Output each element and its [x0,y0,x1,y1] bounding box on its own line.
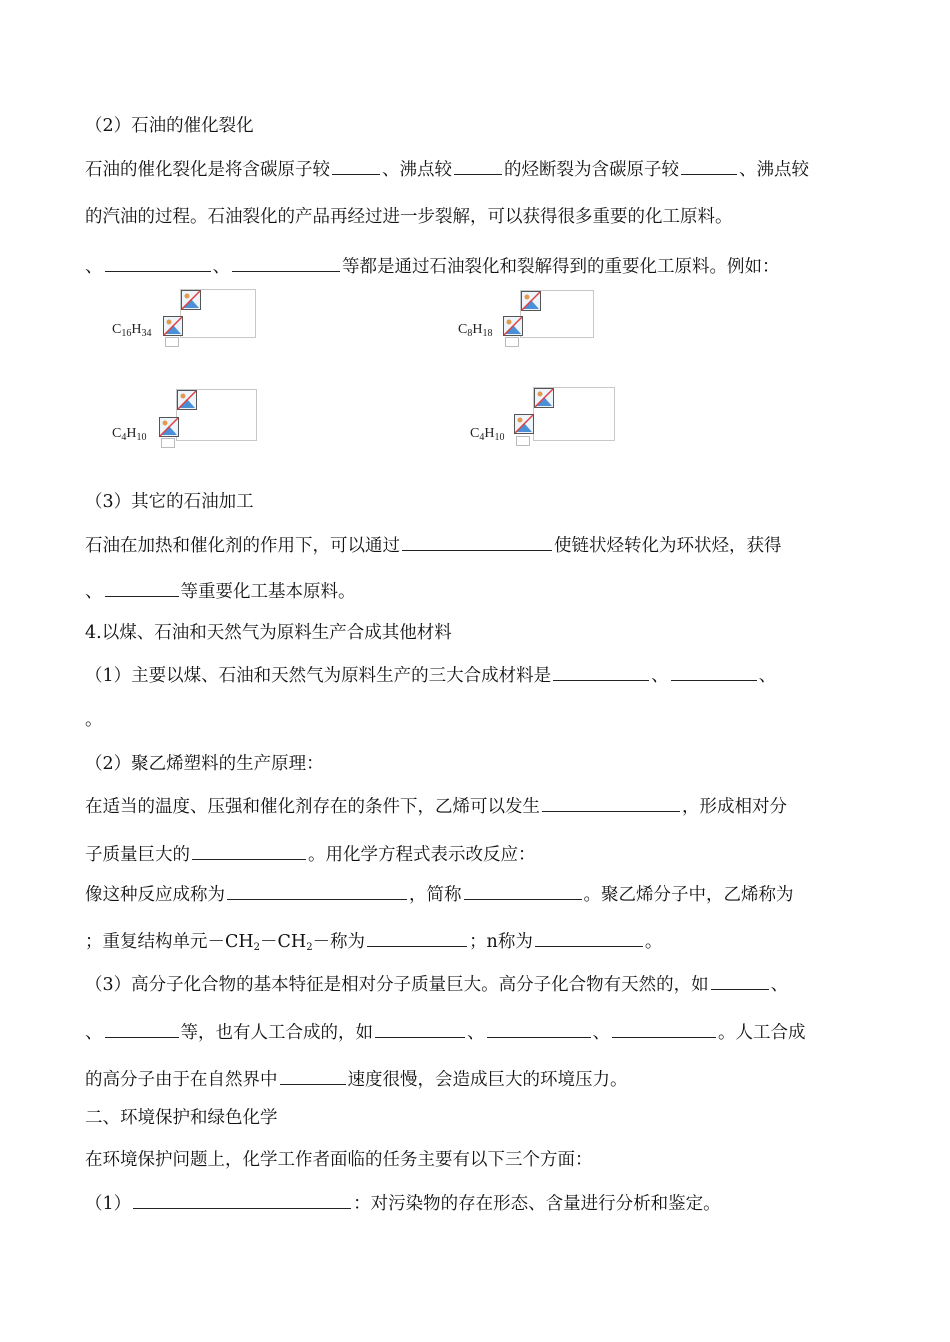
answer-blank[interactable] [227,881,407,900]
text: 的烃断裂为含碳原子较 [504,160,679,180]
text: ；n称为 [469,932,533,952]
formula-c4h10 [112,426,146,443]
paragraph-line: 。 [85,710,103,730]
text: 的高分子由于在自然界中 [85,1070,278,1090]
text: －CH [260,932,307,952]
answer-blank[interactable] [402,532,552,551]
text: 、沸点较 [382,160,452,180]
text: 。人工合成 [718,1023,806,1043]
formula-symbol: C [470,426,480,441]
text: 。聚乙烯分子中，乙烯称为 [583,885,794,905]
answer-blank[interactable] [280,1066,346,1085]
broken-image-icon [163,316,183,336]
text: 子质量巨大的 [85,845,190,865]
paragraph-line: 的汽油的过程。石油裂化的产品再经过进一步裂解，可以获得很多重要的化工原料。 [85,207,733,227]
text: 、 [85,582,103,602]
broken-image-icon [503,316,523,336]
text: ，简称 [409,885,462,905]
text: 、 [770,975,789,995]
paragraph-line [85,156,809,182]
text: 等，也有人工合成的，如 [180,1023,373,1043]
text: 等都是通过石油裂化和裂解得到的重要化工原料。例如： [342,257,780,277]
answer-blank[interactable] [133,1190,351,1209]
part-heading-environment: 二、环境保护和绿色化学 [85,1108,278,1128]
text: 使链状烃转化为环状烃，获得 [554,536,782,556]
formula-subscript: 4 [479,432,485,443]
paragraph-line [85,928,662,960]
section-heading-catalytic-cracking: （2）石油的催化裂化 [85,116,254,136]
formula-symbol: C [458,322,468,337]
text: 速度很慢，会造成巨大的环境压力。 [347,1070,628,1090]
text: ，形成相对分 [682,797,787,817]
text: 石油在加热和催化剂的作用下，可以通过 [85,536,400,556]
answer-blank[interactable] [454,156,502,175]
paragraph-line [85,881,794,907]
text: ；重复结构单元－CH [85,932,254,952]
answer-blank[interactable] [375,1019,465,1038]
image-placeholder [161,438,175,448]
paragraph-line [85,1066,628,1092]
image-placeholder [516,436,530,446]
broken-image-icon [177,390,197,410]
answer-blank[interactable] [612,1019,716,1038]
paragraph-line [85,971,788,997]
text: ：对污染物的存在形态、含量进行分析和鉴定。 [353,1194,721,1214]
formula-symbol: C [112,322,122,337]
subscript: 2 [253,942,261,953]
formula-symbol: C [112,426,122,441]
section-heading-other-processing: （3）其它的石油加工 [85,492,254,512]
text: 、沸点较 [739,160,809,180]
answer-blank[interactable] [332,156,380,175]
formula-c8h18 [458,322,492,339]
paragraph-line [85,1190,721,1216]
formula-c16h34 [112,322,151,339]
text: （1）主要以煤、石油和天然气为原料生产的三大合成材料是 [85,666,552,686]
broken-image-icon [159,417,179,437]
text: 、 [85,257,103,277]
answer-blank[interactable] [671,662,757,681]
text: 。用化学方程式表示改反应： [308,845,536,865]
text: 、 [467,1023,485,1043]
formula-symbol: H [472,322,483,337]
answer-blank[interactable] [105,253,211,272]
formula-subscript: 8 [467,328,473,339]
paragraph-line [85,662,776,688]
text: （1） [85,1194,132,1214]
answer-blank[interactable] [553,662,649,681]
text: 、 [758,666,777,686]
answer-blank[interactable] [367,928,467,947]
text: 在适当的温度、压强和催化剂存在的条件下，乙烯可以发生 [85,797,540,817]
subsection-heading: （2）聚乙烯塑料的生产原理： [85,754,324,774]
answer-blank[interactable] [711,971,769,990]
paragraph-line [85,253,780,279]
answer-blank[interactable] [542,793,680,812]
text: 、 [592,1023,610,1043]
text: 、 [212,257,230,277]
answer-blank[interactable] [487,1019,591,1038]
paragraph-line: 在环境保护问题上，化学工作者面临的任务主要有以下三个方面： [85,1150,593,1170]
text: －称为 [312,932,366,952]
answer-blank[interactable] [192,841,306,860]
answer-blank[interactable] [105,578,179,597]
formula-subscript: 18 [482,328,493,339]
subscript: 2 [306,942,313,953]
broken-image-icon [534,388,554,408]
text: （3）高分子化合物的基本特征是相对分子质量巨大。高分子化合物有天然的，如 [85,975,709,995]
formula-subscript: 10 [494,432,505,443]
section-heading-synthetic-materials: 4.以煤、石油和天然气为原料生产合成其他材料 [85,623,452,643]
paragraph-line [85,841,536,867]
formula-subscript: 4 [121,432,127,443]
text: 、 [85,1023,103,1043]
broken-image-icon [181,290,201,310]
paragraph-line [85,532,782,558]
broken-image-icon [514,414,534,434]
formula-subscript: 16 [121,328,132,339]
paragraph-line [85,1019,806,1045]
image-placeholder [505,337,519,347]
answer-blank[interactable] [464,881,582,900]
text: 石油的催化裂化是将含碳原子较 [85,160,330,180]
formula-subscript: 10 [136,432,147,443]
paragraph-line [85,578,356,604]
text: 等重要化工基本原料。 [180,582,356,602]
formula-symbol: H [131,322,142,337]
image-placeholder [165,337,179,347]
formula-c4h10 [470,426,504,443]
formula-subscript: 34 [141,328,152,339]
broken-image-icon [521,291,541,311]
text: 、 [651,666,669,686]
text: 。 [644,932,663,952]
paragraph-line [85,793,787,819]
answer-blank[interactable] [535,928,643,947]
answer-blank[interactable] [681,156,737,175]
formula-symbol: H [484,426,495,441]
text: 像这种反应成称为 [85,885,225,905]
answer-blank[interactable] [232,253,340,272]
formula-symbol: H [126,426,137,441]
answer-blank[interactable] [105,1019,179,1038]
